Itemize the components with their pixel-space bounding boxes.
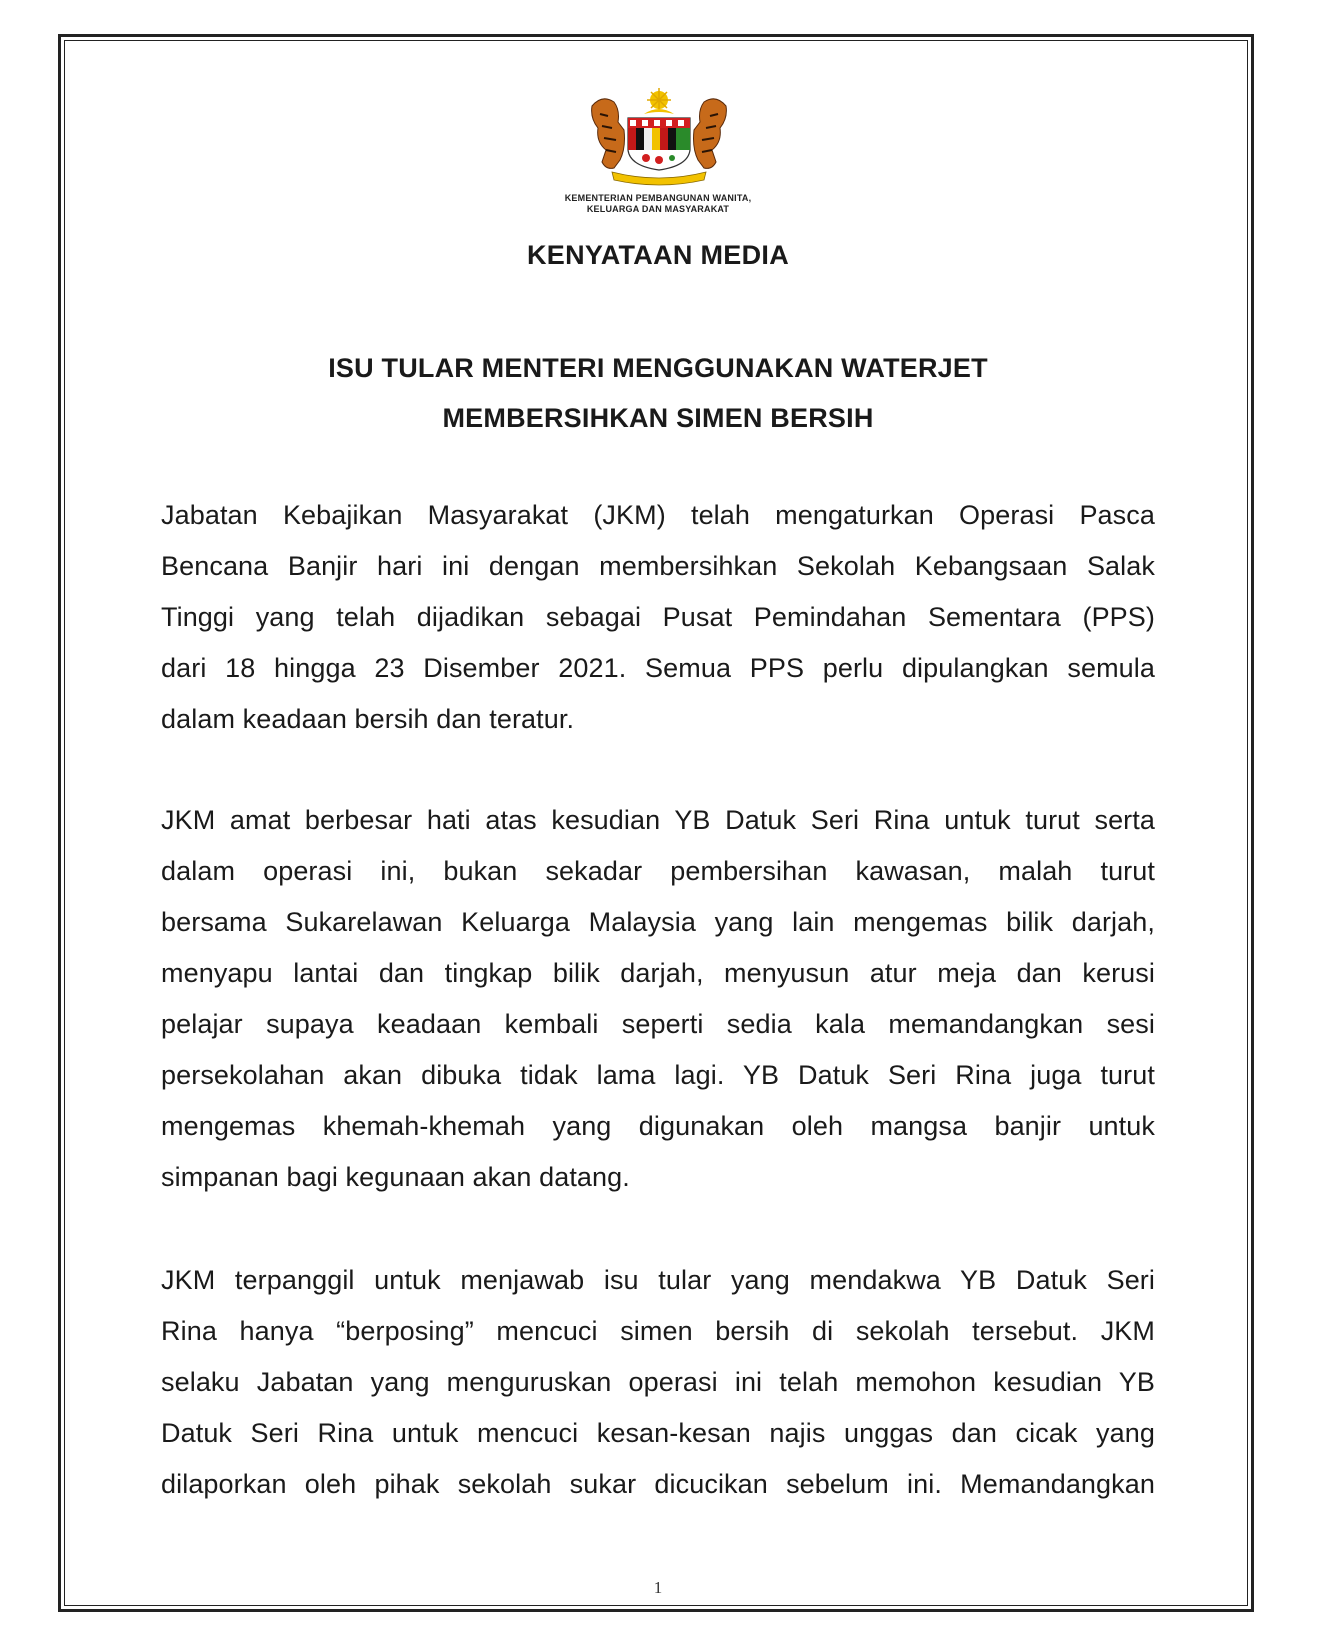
document-label: KENYATAAN MEDIA <box>526 240 789 270</box>
paragraph-line: Rina hanya “berposing” mencuci simen bersih di sekolah tersebut. JKM <box>161 1316 1155 1346</box>
ministry-name <box>458 193 858 215</box>
malaysia-coat-of-arms-icon <box>584 88 734 188</box>
paragraph-line: pelajar supaya keadaan kembali seperti sedia kala memandangkan sesi <box>161 1009 1155 1039</box>
ministry-line-2: KELUARGA DAN MASYARAKAT <box>586 204 730 214</box>
paragraph-line: bersama Sukarelawan Keluarga Malaysia yang lain mengemas bilik darjah, <box>161 907 1155 937</box>
paragraph-line: persekolahan akan dibuka tidak lama lagi. YB Datuk Seri Rina juga turut <box>161 1060 1155 1090</box>
page-number: 1 <box>653 1578 663 1597</box>
headline <box>208 343 1108 443</box>
paragraph-line: dalam keadaan bersih dan teratur. <box>161 704 575 734</box>
paragraph-line: JKM terpanggil untuk menjawab isu tular yang mendakwa YB Datuk Seri <box>161 1265 1155 1295</box>
paragraph-line: simpanan bagi kegunaan akan datang. <box>161 1162 630 1192</box>
paragraph-line: Datuk Seri Rina untuk mencuci kesan-kesan najis unggas dan cicak yang <box>161 1418 1155 1448</box>
paragraph-line: Jabatan Kebajikan Masyarakat (JKM) telah mengaturkan Operasi Pasca <box>161 500 1155 530</box>
paragraph-line: mengemas khemah-khemah yang digunakan oleh mangsa banjir untuk <box>161 1111 1155 1141</box>
paragraph-line: Bencana Banjir hari ini dengan membersihkan Sekolah Kebangsaan Salak <box>161 551 1155 581</box>
paragraph-3 <box>161 1255 1155 1510</box>
ministry-line-1: KEMENTERIAN PEMBANGUNAN WANITA, <box>564 193 752 203</box>
headline-line-2: MEMBERSIHKAN SIMEN BERSIH <box>442 403 874 433</box>
paragraph-line: dilaporkan oleh pihak sekolah sukar dicucikan sebelum ini. Memandangkan <box>161 1469 1155 1499</box>
headline-line-1: ISU TULAR MENTERI MENGGUNAKAN WATERJET <box>328 353 988 383</box>
paragraph-line: dalam operasi ini, bukan sekadar pembersihan kawasan, malah turut <box>161 856 1155 886</box>
paragraph-1 <box>161 490 1155 745</box>
paragraph-line: dari 18 hingga 23 Disember 2021. Semua PPS perlu dipulangkan semula <box>161 653 1155 683</box>
paragraph-line: JKM amat berbesar hati atas kesudian YB Datuk Seri Rina untuk turut serta <box>161 805 1155 835</box>
paragraph-line: menyapu lantai dan tingkap bilik darjah, menyusun atur meja dan kerusi <box>161 958 1155 988</box>
paragraph-line: Tinggi yang telah dijadikan sebagai Pusat Pemindahan Sementara (PPS) <box>161 602 1155 632</box>
paragraph-line: selaku Jabatan yang menguruskan operasi ini telah memohon kesudian YB <box>161 1367 1155 1397</box>
paragraph-2 <box>161 795 1155 1203</box>
